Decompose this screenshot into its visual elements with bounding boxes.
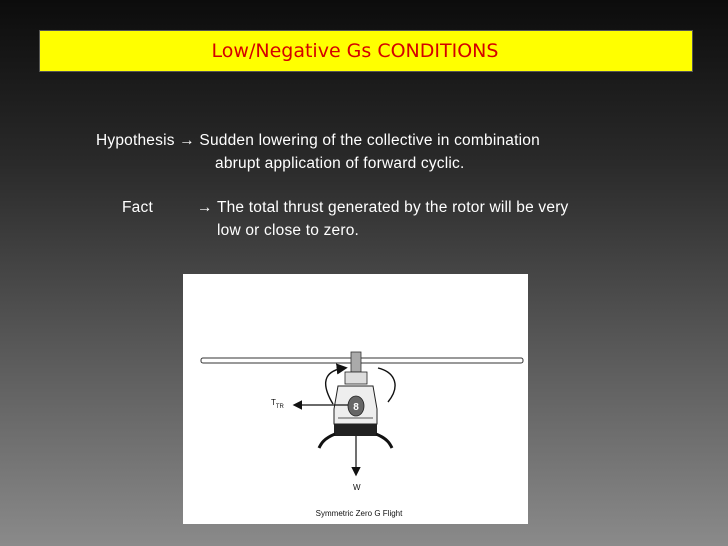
weight-label: W (353, 483, 361, 492)
rotor-mast (351, 352, 361, 372)
fact-row (197, 199, 569, 217)
slide-title: Low/Negative Gs CONDITIONS (211, 40, 499, 62)
title-banner (39, 30, 693, 72)
rotation-arc (378, 368, 395, 402)
fact-label: Fact (122, 199, 153, 216)
hypothesis-row (96, 132, 540, 150)
helicopter-diagram (183, 274, 528, 524)
hypothesis-text-2: abrupt application of forward cyclic. (215, 155, 465, 172)
rotor-blade (201, 358, 523, 363)
helicopter-fuselage (334, 372, 377, 436)
left-skid (319, 434, 335, 448)
hypothesis-text-1: Sudden lowering of the collective in combination (199, 132, 540, 149)
fact-text-1: The total thrust generated by the rotor will be very (216, 199, 569, 216)
arrow-right-icon: → (197, 199, 213, 216)
fact-text-2: low or close to zero. (217, 222, 360, 239)
figure-caption: Symmetric Zero G Flight (315, 509, 403, 518)
arrow-right-icon: → (179, 132, 195, 149)
hypothesis-label: Hypothesis (96, 132, 175, 149)
svg-text:8: 8 (353, 402, 359, 413)
thrust-label: $T_{TR}$ (271, 398, 284, 410)
right-skid (376, 434, 392, 448)
